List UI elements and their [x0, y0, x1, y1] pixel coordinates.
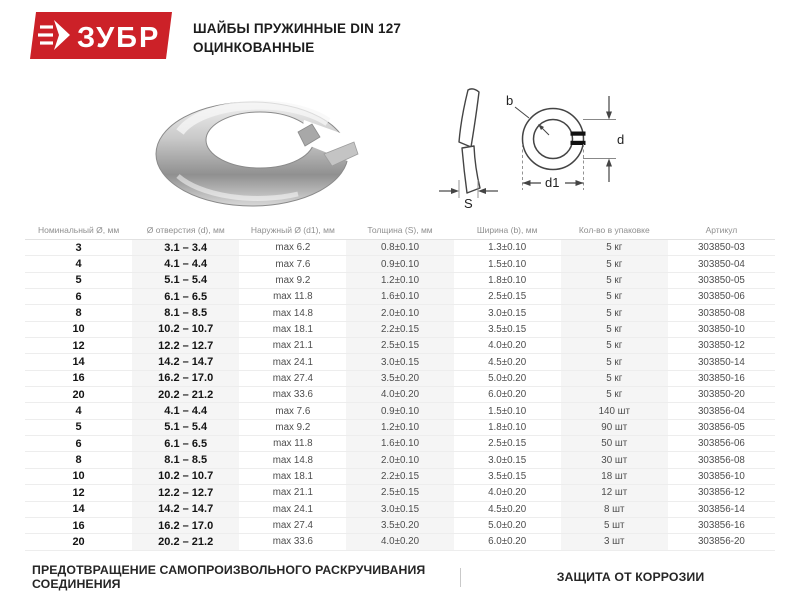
table-cell: 4.0±0.20: [346, 387, 453, 402]
table-cell: 20: [72, 535, 85, 548]
table-cell: 6.0±0.20: [488, 389, 527, 401]
table-cell: 3.0±0.15: [488, 307, 527, 319]
table-cell: 5.0±0.20: [488, 372, 527, 384]
table-cell: 14: [72, 356, 85, 369]
table-cell: 303850-16: [697, 372, 745, 384]
table-cell: 5 кг: [561, 354, 668, 369]
table-cell: 303856-05: [697, 421, 745, 433]
table-cell: 3.5±0.20: [346, 518, 453, 533]
table-cell: 1.2±0.10: [346, 273, 453, 288]
table-cell: 3.5±0.20: [346, 371, 453, 386]
table-row: [25, 485, 775, 501]
table-cell: 18 шт: [561, 469, 668, 484]
table-cell: 303856-20: [697, 536, 745, 548]
table-cell: 3: [75, 241, 82, 254]
table-cell: 1.5±0.10: [488, 405, 527, 417]
table-cell: 5.1 – 5.4: [132, 273, 239, 288]
table-row: [25, 387, 775, 403]
column-header: Наружный Ø (d1), мм: [250, 224, 335, 235]
table-cell: max 18.1: [272, 470, 313, 482]
brand-logo: [30, 12, 172, 59]
table-cell: 5 кг: [561, 387, 668, 402]
table-cell: 5 кг: [561, 371, 668, 386]
column-header: Ширина (b), мм: [476, 224, 538, 235]
table-row: [25, 305, 775, 321]
zubr-logo-icon: [30, 12, 172, 59]
table-cell: 303856-10: [697, 470, 745, 482]
footer-claim-right: ЗАЩИТА ОТ КОРРОЗИИ: [556, 570, 705, 584]
table-row: [25, 534, 775, 550]
table-cell: 2.5±0.15: [488, 438, 527, 450]
table-cell: 2.5±0.15: [488, 291, 527, 303]
column-header: Номинальный Ø, мм: [37, 224, 120, 235]
table-cell: 3.1 – 3.4: [132, 240, 239, 255]
table-cell: max 11.8: [273, 291, 313, 303]
table-cell: 8.1 – 8.5: [132, 452, 239, 467]
table-cell: 303850-12: [697, 340, 745, 352]
table-cell: 3.5±0.15: [488, 470, 527, 482]
table-header-row: [25, 220, 775, 240]
footer-claim-left: ПРЕДОТВРАЩЕНИЕ САМОПРОИЗВОЛЬНОГО РАСКРУЧИВАНИЯ СОЕДИНЕНИЯ: [32, 563, 426, 591]
logo-text: ЗУБР: [77, 22, 161, 54]
table-row: [25, 240, 775, 256]
table-cell: max 11.8: [273, 438, 313, 450]
technical-diagram: [433, 84, 633, 210]
table-cell: max 7.6: [275, 405, 311, 417]
table-cell: 2.5±0.15: [346, 485, 453, 500]
table-cell: 4.0±0.20: [488, 340, 527, 352]
table-cell: max 24.1: [272, 503, 313, 515]
table-cell: 1.2±0.10: [346, 420, 453, 435]
table-cell: 5 кг: [561, 305, 668, 320]
table-row: [25, 502, 775, 518]
table-cell: 2.0±0.10: [346, 452, 453, 467]
table-cell: 4.1 – 4.4: [132, 256, 239, 271]
dim-label-d1: d1: [545, 175, 560, 190]
page-title: [193, 19, 401, 57]
table-cell: 12: [72, 339, 85, 352]
table-cell: max 7.6: [275, 258, 311, 270]
spec-table: [25, 220, 775, 551]
table-cell: 20: [72, 388, 85, 401]
table-cell: 3.0±0.15: [346, 502, 453, 517]
table-cell: 2.2±0.15: [346, 469, 453, 484]
table-cell: 5 кг: [561, 240, 668, 255]
table-cell: 6.1 – 6.5: [132, 289, 239, 304]
table-cell: 0.8±0.10: [346, 240, 453, 255]
table-cell: 10: [72, 323, 85, 336]
table-cell: 14.2 – 14.7: [132, 502, 239, 517]
table-cell: max 24.1: [272, 356, 313, 368]
table-cell: 16.2 – 17.0: [132, 518, 239, 533]
table-cell: 12.2 – 12.7: [132, 485, 239, 500]
table-cell: 5 кг: [561, 256, 668, 271]
table-cell: 1.6±0.10: [346, 436, 453, 451]
table-cell: 3.0±0.15: [346, 354, 453, 369]
table-row: [25, 403, 775, 419]
title-line-2: ОЦИНКОВАННЫЕ: [193, 40, 315, 55]
table-cell: 16: [72, 519, 85, 532]
table-cell: 5.0±0.20: [488, 520, 527, 532]
table-cell: 4.1 – 4.4: [132, 403, 239, 418]
table-cell: 303856-16: [697, 520, 745, 532]
table-cell: 20.2 – 21.2: [132, 534, 239, 549]
table-cell: 14.2 – 14.7: [132, 354, 239, 369]
table-cell: 5 кг: [561, 273, 668, 288]
table-cell: 50 шт: [561, 436, 668, 451]
table-cell: 140 шт: [561, 403, 668, 418]
table-cell: max 9.2: [275, 421, 311, 433]
table-cell: 303856-04: [697, 405, 745, 417]
table-row: [25, 354, 775, 370]
table-cell: max 27.4: [272, 372, 313, 384]
table-cell: 303850-20: [697, 389, 745, 401]
table-cell: 4: [75, 405, 82, 418]
table-cell: 16.2 – 17.0: [132, 371, 239, 386]
title-line-1: ШАЙБЫ ПРУЖИННЫЕ DIN 127: [193, 21, 402, 36]
table-cell: 12 шт: [561, 485, 668, 500]
table-cell: max 27.4: [272, 520, 313, 532]
product-photo-spring-washer: [148, 80, 360, 215]
table-cell: 5 кг: [561, 322, 668, 337]
table-cell: 8 шт: [561, 502, 668, 517]
table-cell: 0.9±0.10: [346, 403, 453, 418]
table-cell: 4.5±0.20: [488, 503, 527, 515]
table-cell: 2.5±0.15: [346, 338, 453, 353]
table-cell: 5: [75, 421, 82, 434]
dim-label-s: S: [464, 196, 473, 210]
column-header: Артикул: [705, 224, 738, 235]
table-cell: 5: [75, 274, 82, 287]
table-cell: 6: [75, 290, 82, 303]
table-cell: 6: [75, 437, 82, 450]
table-cell: 6.1 – 6.5: [132, 436, 239, 451]
table-cell: 0.9±0.10: [346, 256, 453, 271]
table-cell: 303856-12: [697, 487, 745, 499]
table-row: [25, 273, 775, 289]
footer: [0, 563, 800, 591]
table-cell: 303856-06: [697, 438, 745, 450]
column-header: Кол-во в упаковке: [578, 224, 650, 235]
table-cell: 8: [75, 454, 82, 467]
table-cell: max 33.6: [272, 536, 313, 548]
table-cell: 2.0±0.10: [346, 305, 453, 320]
table-row: [25, 371, 775, 387]
table-cell: 1.8±0.10: [488, 421, 527, 433]
table-cell: 303856-08: [697, 454, 745, 466]
table-cell: 2.2±0.15: [346, 322, 453, 337]
table-cell: 303850-14: [697, 356, 745, 368]
table-cell: max 9.2: [275, 274, 311, 286]
table-cell: 4.5±0.20: [488, 356, 527, 368]
table-row: [25, 436, 775, 452]
table-cell: 14: [72, 503, 85, 516]
table-cell: 1.6±0.10: [346, 289, 453, 304]
table-cell: 8.1 – 8.5: [132, 305, 239, 320]
table-cell: max 33.6: [272, 389, 313, 401]
table-cell: 1.5±0.10: [488, 258, 527, 270]
table-cell: 3.0±0.15: [488, 454, 527, 466]
table-cell: 1.8±0.10: [488, 274, 527, 286]
table-row: [25, 469, 775, 485]
table-cell: 303850-04: [697, 258, 745, 270]
table-cell: max 6.2: [275, 242, 311, 254]
table-cell: 1.3±0.10: [488, 242, 527, 254]
table-cell: 6.0±0.20: [488, 536, 527, 548]
table-row: [25, 338, 775, 354]
table-cell: 16: [72, 372, 85, 385]
table-row: [25, 322, 775, 338]
table-cell: max 21.1: [272, 487, 313, 499]
table-cell: 3.5±0.15: [488, 323, 527, 335]
table-cell: max 21.1: [272, 340, 313, 352]
column-header: Толщина (S), мм: [367, 224, 433, 235]
table-row: [25, 518, 775, 534]
table-cell: 8: [75, 307, 82, 320]
table-cell: 303850-08: [697, 307, 745, 319]
table-cell: 303850-05: [697, 274, 745, 286]
table-cell: 20.2 – 21.2: [132, 387, 239, 402]
table-cell: 303850-03: [697, 242, 745, 254]
table-cell: 10.2 – 10.7: [132, 469, 239, 484]
table-cell: 30 шт: [561, 452, 668, 467]
column-header: Ø отверстия (d), мм: [146, 224, 225, 235]
table-cell: 12: [72, 486, 85, 499]
dim-label-d: d: [617, 132, 625, 147]
table-cell: 4.0±0.20: [346, 534, 453, 549]
table-cell: max 14.8: [272, 454, 313, 466]
table-cell: 5.1 – 5.4: [132, 420, 239, 435]
table-cell: 5 кг: [561, 289, 668, 304]
table-cell: 90 шт: [561, 420, 668, 435]
table-cell: 4.0±0.20: [488, 487, 527, 499]
table-cell: 3 шт: [561, 534, 668, 549]
table-row: [25, 256, 775, 272]
table-cell: 5 шт: [561, 518, 668, 533]
table-cell: max 18.1: [272, 323, 313, 335]
table-cell: max 14.8: [272, 307, 313, 319]
table-cell: 10: [72, 470, 85, 483]
table-cell: 4: [75, 258, 82, 271]
table-cell: 10.2 – 10.7: [132, 322, 239, 337]
table-row: [25, 452, 775, 468]
table-cell: 303850-10: [697, 323, 745, 335]
table-row: [25, 289, 775, 305]
table-row: [25, 420, 775, 436]
table-cell: 303850-06: [697, 291, 745, 303]
table-cell: 303856-14: [697, 503, 745, 515]
table-cell: 5 кг: [561, 338, 668, 353]
table-cell: 12.2 – 12.7: [132, 338, 239, 353]
dim-label-b: b: [506, 93, 514, 108]
